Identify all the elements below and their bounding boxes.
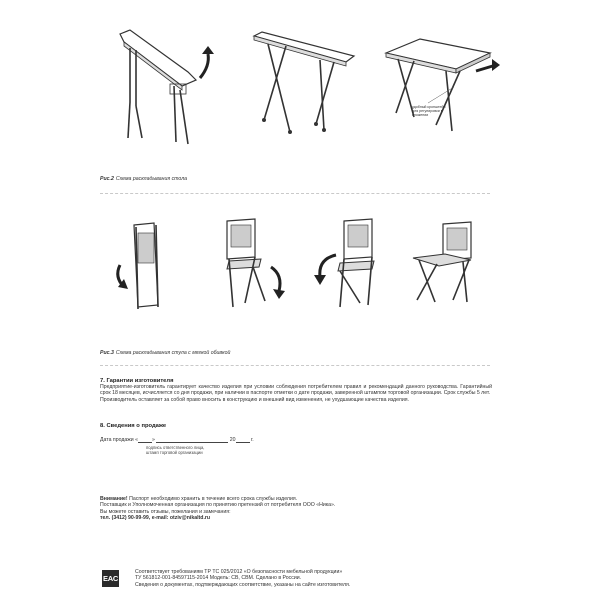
half-open-chair-illustration — [215, 215, 295, 325]
sale-date-label: Дата продажи « — [100, 437, 138, 443]
warranty-text-2: Производитель оставляет за собой право вносить в конструкцию и внешний вид изменения, не ухудшающие качества изделия. — [100, 396, 409, 403]
half-open-table-illustration — [250, 30, 360, 150]
eac-mark-icon: EAC — [102, 570, 119, 587]
folded-table-illustration — [110, 20, 210, 150]
sale-year-label: 20 — [229, 437, 236, 443]
footer-line-1: Соответствует требованиям ТР ТС 025/2012 «О безопасности мебельной продукции» — [135, 569, 343, 575]
footer-line-3: Сведения о документах, подтверждающих соответствие, указаны на сайте изготовителя. — [135, 581, 351, 588]
warranty-text: Предприятие-изготовитель гарантирует качество изделия при условии соблюдения потребителем правил и рекомендаций данного руководства. Гарантийный срок 18 месяцев, исчисляется со дня продажи, при наличии в паспорте отметки о дате продажи, заверенной штампом торговой организации. Срок службы 5 лет. — [100, 384, 492, 397]
warranty-title: 7. Гарантии изготовителя — [100, 378, 174, 384]
fig2-caption-text: Схема раскладывания стола — [115, 176, 188, 182]
footer-compliance — [135, 569, 495, 588]
divider-1 — [100, 193, 490, 194]
notice-text-3: Вы можете оставить отзывы, пожелания и замечания: — [100, 508, 231, 515]
sale-info-title: 8. Сведения о продаже — [100, 423, 167, 429]
sale-date-line — [100, 437, 492, 443]
warranty-section — [100, 378, 492, 403]
fig3-caption — [100, 350, 230, 356]
fig3-label: Рис.3 — [100, 350, 114, 356]
signature-note: подпись ответственного лица, — [146, 445, 205, 451]
bracket-callout: удобный кронштейн для регулировки в сложении — [412, 105, 446, 117]
fig3-caption-text: Схема раскладывания стула с мягкой обивкой — [115, 350, 231, 356]
sale-year-suffix: г. — [251, 437, 254, 443]
stamp-note: штамп торговой организации — [146, 450, 203, 456]
open-table-illustration — [380, 35, 500, 145]
sale-date-mid: » — [152, 437, 155, 443]
sale-year-field[interactable] — [236, 437, 250, 443]
notice-block — [100, 496, 492, 522]
sale-day-field[interactable] — [138, 437, 152, 443]
divider-2 — [100, 365, 490, 366]
sale-info-section — [100, 423, 492, 455]
notice-text-2: Поставщик и Уполномоченная организация по принятию претензий от потребителя ООО «Ника». — [100, 502, 336, 509]
fig2-label: Рис.2 — [100, 176, 114, 182]
notice-text-1: Паспорт необходимо хранить в течение всего срока службы изделия. — [129, 496, 298, 502]
open-chair-illustration — [405, 220, 485, 320]
fig2-caption — [100, 176, 187, 182]
sale-month-field[interactable] — [156, 437, 228, 443]
folded-chair-illustration — [110, 215, 180, 325]
footer-line-2: ТУ 561812-001-84597115-2014 Модель: СВ, СВМ. Сделано в России. — [135, 575, 302, 582]
notice-lead: Внимание! — [100, 496, 128, 502]
notice-contacts: тел. (3412) 90-99-99, e-mail: otziv@nikaltd.ru — [100, 515, 211, 522]
opening-chair-illustration — [310, 215, 400, 325]
